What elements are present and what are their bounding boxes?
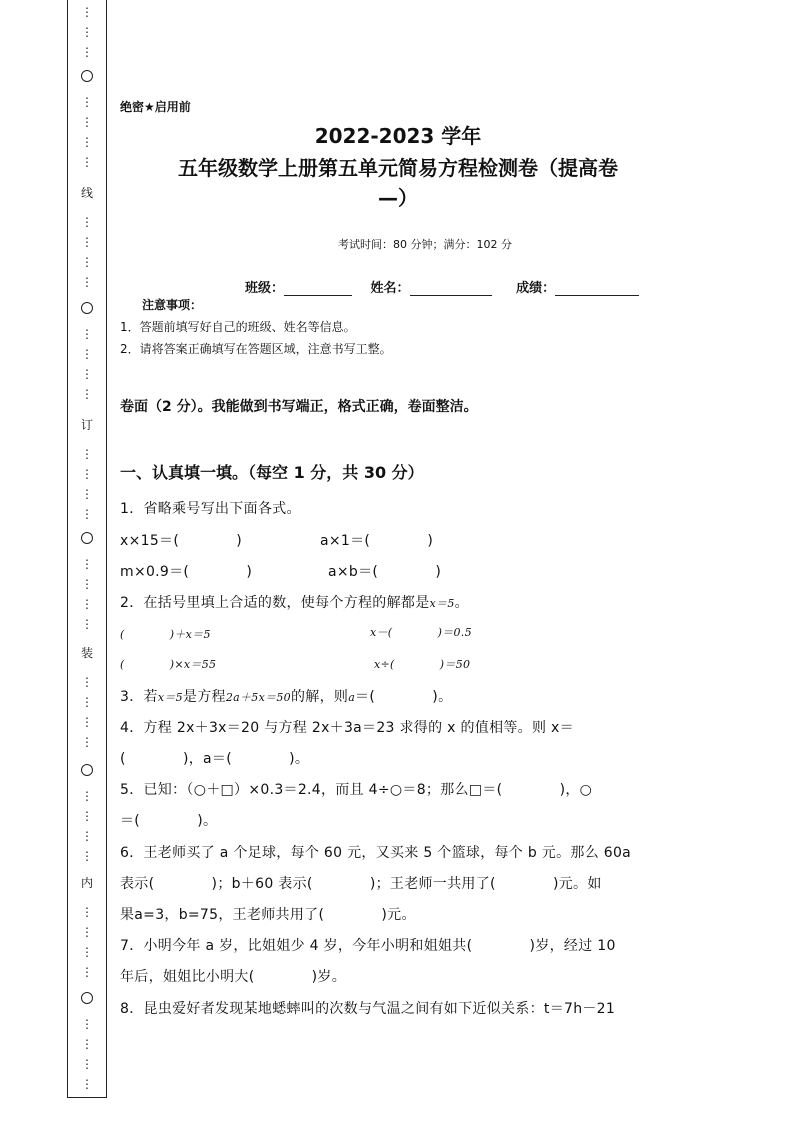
question-6-cont2: 果a=3，b=75，王老师共用了( )元。 (120, 907, 416, 923)
dotted-line: ⋮ ⋮ ⋮ (81, 5, 93, 59)
question-2 (120, 592, 469, 612)
binding-char-zhuang: 装 (80, 646, 93, 660)
question-4-cont: ( )，a＝( )。 (120, 751, 310, 767)
question-8: 8．昆虫爱好者发现某地蟋蟀叫的次数与气温之间有如下近似关系：t＝7h－21 (120, 1001, 616, 1017)
neatness-score-line: 卷面（2 分）。我能做到书写端正，格式正确，卷面整洁。 (120, 399, 478, 415)
binding-margin (67, 0, 107, 1098)
class-blank[interactable] (284, 281, 352, 296)
dotted-line: ⋮ ⋮ ⋮ ⋮ (81, 447, 93, 521)
q2-c: ( )×x＝55 (120, 658, 217, 671)
title-year: 2022-2023 学年 (314, 124, 482, 148)
exam-time: 考试时间：80 分钟；满分：102 分 (338, 238, 512, 251)
circle-mark (68, 992, 106, 1004)
q3-p1: 3．若 (120, 689, 158, 705)
question-7: 7．小明今年 a 岁，比姐姐少 4 岁，今年小明和姐姐共( )岁，经过 10 (120, 938, 616, 954)
section-title: 一、认真填一填。（每空 1 分，共 30 分） (120, 463, 424, 482)
binding-char-line: 线 (80, 186, 93, 200)
notice-item: 2．请将答案正确填写在答题区域，注意书写工整。 (120, 342, 392, 356)
q1-d: a×b＝( ) (328, 564, 442, 580)
q2-a: ( )＋x＝5 (120, 628, 211, 641)
title-end: —） (378, 186, 418, 210)
q2-end: 。 (454, 595, 469, 611)
q1-a: x×15＝( ) (120, 533, 243, 549)
dotted-line: ⋮ ⋮ ⋮ ⋮ (81, 675, 93, 749)
circle-mark (68, 532, 106, 544)
q2-text: 2．在括号里填上合适的数，使每个方程的解都是 (120, 595, 430, 611)
title-main: 五年级数学上册第五单元简易方程检测卷（提高卷 (178, 156, 618, 180)
circle-mark (68, 70, 106, 82)
dotted-line: ⋮ ⋮ ⋮ ⋮ (81, 215, 93, 289)
score-label: 成绩： (516, 281, 556, 296)
binding-char-nei: 内 (80, 876, 93, 890)
name-label: 姓名： (370, 281, 410, 296)
binding-char-ding: 订 (80, 418, 93, 432)
question-5: 5．已知：（○＋□）×0.3＝2.4，而且 4÷○＝8；那么□＝( )，○ (120, 782, 593, 798)
question-1: 1．省略乘号写出下面各式。 (120, 501, 301, 517)
question-7-cont: 年后，姐姐比小明大( )岁。 (120, 969, 347, 985)
dotted-line: ⋮ ⋮ ⋮ ⋮ (81, 905, 93, 979)
dotted-line: ⋮ ⋮ ⋮ ⋮ (81, 327, 93, 401)
question-4: 4．方程 2x＋3x＝20 与方程 2x＋3a＝23 求得的 x 的值相等。则 x＝ (120, 720, 574, 736)
q3-eq: 2a＋5x＝50 (225, 691, 291, 704)
question-3 (120, 686, 452, 706)
confidential-label: 绝密★启用前 (120, 100, 191, 114)
class-label: 班级： (245, 281, 285, 296)
question-6-cont: 表示( )；b＋60 表示( )；王老师一共用了( )元。如 (120, 876, 602, 892)
name-blank[interactable] (410, 281, 492, 296)
dotted-line: ⋮ ⋮ ⋮ ⋮ (81, 1017, 93, 1091)
circle-mark (68, 302, 106, 314)
question-6: 6．王老师买了 a 个足球，每个 60 元，又买来 5 个篮球，每个 b 元。那么 60a (120, 845, 632, 861)
q3-p3: 的解，则 (290, 689, 349, 705)
notice-item: 1．答题前填写好自己的班级、姓名等信息。 (120, 320, 356, 334)
score-blank[interactable] (555, 281, 639, 296)
dotted-line: ⋮ ⋮ ⋮ ⋮ (81, 789, 93, 863)
q2-d: x÷( )＝50 (374, 658, 471, 671)
q2-solution: x＝5 (429, 597, 455, 610)
circle-mark (68, 764, 106, 776)
q3-cond: x＝5 (157, 691, 183, 704)
q2-b: x－( )＝0.5 (370, 626, 472, 639)
q3-p2: 是方程 (182, 689, 226, 705)
dotted-line: ⋮ ⋮ ⋮ ⋮ (81, 95, 93, 169)
student-fields (245, 277, 639, 296)
q3-p4: ＝( )。 (355, 689, 453, 705)
q3-var: a (348, 691, 356, 704)
dotted-line: ⋮ ⋮ ⋮ ⋮ (81, 557, 93, 631)
notice-heading: 注意事项： (142, 298, 203, 312)
question-5-cont: ＝( )。 (120, 813, 218, 829)
q1-c: m×0.9＝( ) (120, 564, 253, 580)
q1-b: a×1＝( ) (320, 533, 434, 549)
